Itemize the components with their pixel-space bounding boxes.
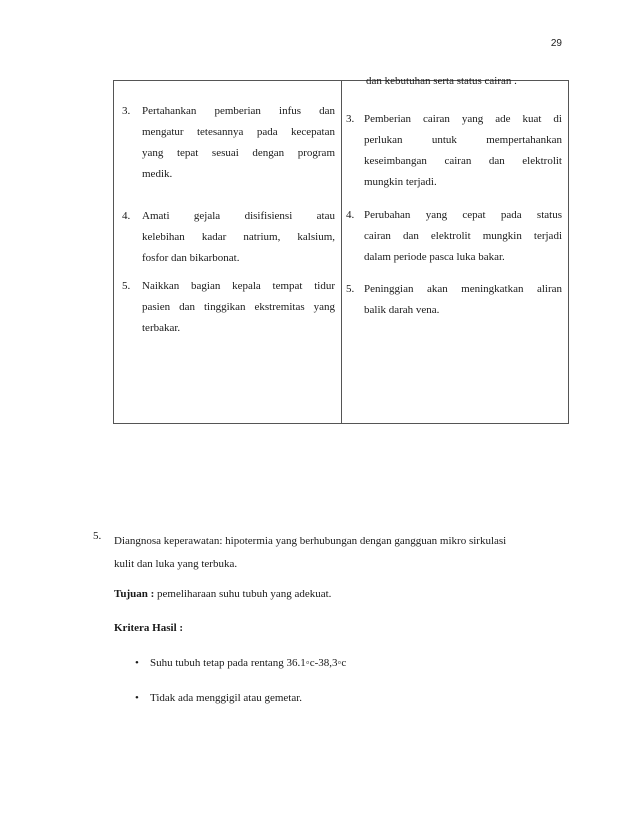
item-number: 5. (346, 283, 355, 295)
right-continuation-text: dan kebutuhan serta status cairan . (366, 75, 517, 87)
text-line: Pemberian cairan yang ade kuat di (364, 113, 562, 125)
diagnosis-title-line: Diangnosa keperawatan: hipotermia yang berhubungan dengan gangguan mikro sirkulasi (114, 535, 507, 547)
care-plan-table (113, 75, 569, 424)
item-number: 4. (122, 210, 131, 222)
text-line: Amati gejala disifisiensi atau (142, 210, 335, 222)
text-line: mungkin terjadi. (364, 176, 437, 188)
text-line: cairan dan elektrolit mungkin terjadi (364, 230, 562, 242)
criteria-label: Kritera Hasil : (114, 622, 184, 634)
rationale-item-3 (346, 109, 562, 199)
text-line: pasien dan tinggikan ekstremitas yang (142, 301, 335, 313)
intervention-item-5 (122, 276, 335, 346)
text-line: fosfor dan bikarbonat. (142, 252, 240, 264)
text-line: mengatur tetesannya pada kecepatan (142, 126, 335, 138)
column-divider (341, 81, 342, 423)
text-line: dalam periode pasca luka bakar. (364, 251, 505, 263)
diagnosis-title (114, 530, 574, 576)
text-line: perlukan untuk mempertahankan (364, 134, 562, 146)
goal-text: pemeliharaan suhu tubuh yang adekuat. (154, 588, 332, 600)
item-number: 4. (346, 209, 355, 221)
text-line: keseimbangan cairan dan elektrolit (364, 155, 562, 167)
item-number: 3. (122, 105, 131, 117)
text-line: terbakar. (142, 322, 181, 334)
text-line: Naikkan bagian kepala tempat tidur (142, 280, 335, 292)
bullet-icon: • (135, 692, 139, 704)
text-line: yang tepat sesuai dengan program (142, 147, 335, 159)
text-line: Pertahankan pemberian infus dan (142, 105, 335, 117)
text-line: kelebihan kadar natrium, kalsium, (142, 231, 335, 243)
text-line: medik. (142, 168, 173, 180)
item-number: 5. (122, 280, 131, 292)
text-line: balik darah vena. (364, 304, 440, 316)
diagnosis-number: 5. (93, 530, 102, 542)
rationale-item-5 (346, 279, 562, 329)
rationale-item-4 (346, 205, 562, 275)
text-line: Peninggian akan meningkatkan aliran (364, 283, 562, 295)
diagnosis-title-line: kulit dan luka yang terbuka. (114, 558, 238, 570)
criteria-text: Suhu tubuh tetap pada rentang 36.1◦c-38,3◦c (150, 657, 347, 669)
intervention-item-3 (122, 101, 335, 191)
criteria-text: Tidak ada menggigil atau gemetar. (150, 692, 303, 704)
goal-label: Tujuan : (114, 588, 155, 600)
intervention-item-4 (122, 206, 335, 276)
bullet-icon: • (135, 657, 139, 669)
goal-line (114, 588, 331, 600)
item-number: 3. (346, 113, 355, 125)
page-number: 29 (550, 38, 562, 49)
text-line: Perubahan yang cepat pada status (364, 209, 562, 221)
